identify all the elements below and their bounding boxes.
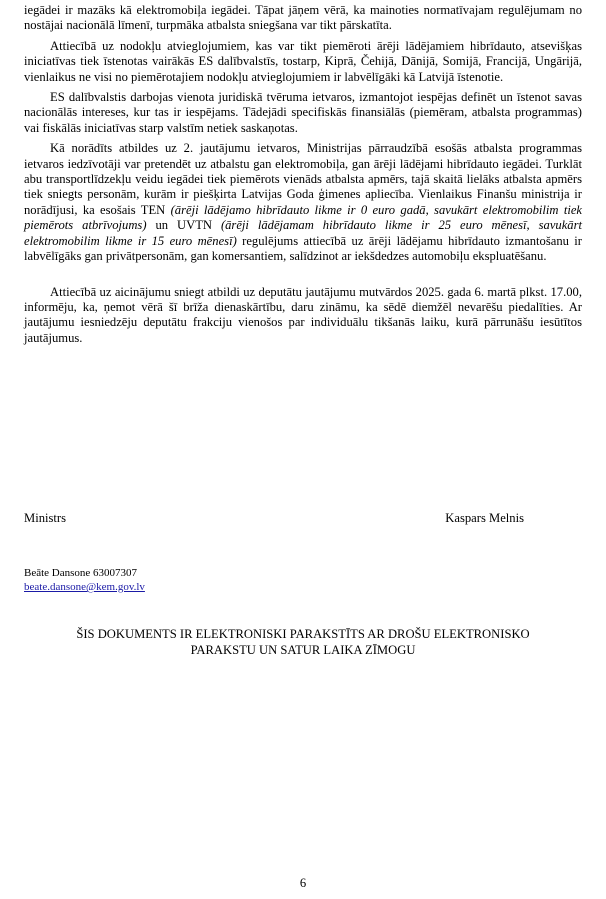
notice-line-2: PARAKSTU UN SATUR LAIKA ZĪMOGU — [190, 643, 416, 657]
ten-rate-note: (ārēji lādējamo hibrīdauto likme ir 0 euro gadā, savukārt elektromobilim tiek piemērots atbrīvojums) — [24, 202, 582, 233]
paragraph-eu-member-states: ES dalībvalstis darbojas vienota juridiskā tvēruma ietvaros, izmantojot iespējas definēt un īstenot savas nacionālās intereses, kur tas ir iespējams. Tādejādi specifiskās finansiālās (piemēram, atbalsta programmas) vai fiskālās iniciatīvas starp valstīm netiek saskaņotas. — [24, 90, 582, 135]
electronic-signature-notice — [24, 626, 582, 658]
contact-email-link[interactable]: beate.dansone@kem.gov.lv — [24, 581, 145, 593]
paragraph-oral-answer: Attiecībā uz aicinājumu sniegt atbildi uz deputātu jautājumu mutvārdos 2025. gada 6. martā plkst. 17.00, informēju, ka, ņemot vērā šī brīža dienaskārtību, daru zināmu, ka sēdē diemžēl nevarēšu piedalīties. Ar jautājumu iesniedzēju deputātu frakciju vienošos par individuālu tikšanās laiku, kurā pārrunāšu iesūtītos jautājumus. — [24, 284, 582, 345]
contact-block — [24, 566, 145, 594]
paragraph-support-programme: Kā norādīts atbildes uz 2. jautājumu ietvaros, Ministrijas pārraudzībā esošās atbalsta programmas ietvaros iedzīvotāji var pretendēt uz atbalstu gan elektromobiļa, gan ārēji lādējami hibrīdauto iegādei. Turklāt abu transportlīdzekļu veidu iegādei tiek piemērots vienāds atbalsta apmērs, tajā skaitā lielāks atbalsta apmērs tiek sniegts personām, kurām ir piešķirta Latvijas Goda ģimenes apliecība. Vienlaikus Finanšu ministrija ir norādījusi, ka esošais TEN (ārēji lādējamo hibrīdauto likme ir 0 euro gadā, savukārt elektromobilim tiek piemērots atbrīvojums) un UVTN (ārēji lādējamam hibrīdauto likme ir 25 euro mēnesī, savukārt elektromobilim likme ir 15 euro mēnesī) regulējums attiecībā uz ārēji lādējamu hibrīdauto izmantošanu ir labvēlīgāks gan privātpersonām, gan komersantiem, salīdzinot ar iekšdedzes automobiļu ekspluatēšanu. — [24, 141, 582, 264]
notice-line-1: ŠIS DOKUMENTS IR ELEKTRONISKI PARAKSTĪTS AR DROŠU ELEKTRONISKO — [76, 627, 530, 641]
signature-block — [24, 511, 524, 527]
page-number: 6 — [299, 876, 307, 890]
paragraph-continuation: iegādei ir mazāks kā elektromobiļa iegādei. Tāpat jāņem vērā, ka mainoties normatīvajam regulējumam no nostājai nacionālā līmenī, turpmāka atbalsta sniegšana var tikt pārskatīta. — [24, 3, 582, 33]
signatory-name: Kaspars Melnis — [445, 511, 524, 525]
document-body — [24, 3, 582, 351]
paragraph-tax-relief: Attiecībā uz nodokļu atvieglojumiem, kas var tikt piemēroti ārēji lādējamiem hibrīdauto, atsevišķas iniciatīvas tiek īstenotas vairākās ES dalībvalstīs, tostarp, Kiprā, Čehijā, Dānijā, Somijā, Francijā, Ungārijā, vienlaikus ne visi no piemērotajiem nodokļu atvieglojumiem ir labvēlīgāki kā Latvijā īstenotie. — [24, 38, 582, 84]
signatory-role: Ministrs — [24, 511, 66, 525]
contact-person: Beāte Dansone 63007307 — [24, 567, 138, 579]
uvtn-rate-note: (ārēji lādējamam hibrīdauto likme ir 25 euro mēnesī, savukārt elektromobilim likme ir 15 euro mēnesī) — [24, 218, 582, 248]
